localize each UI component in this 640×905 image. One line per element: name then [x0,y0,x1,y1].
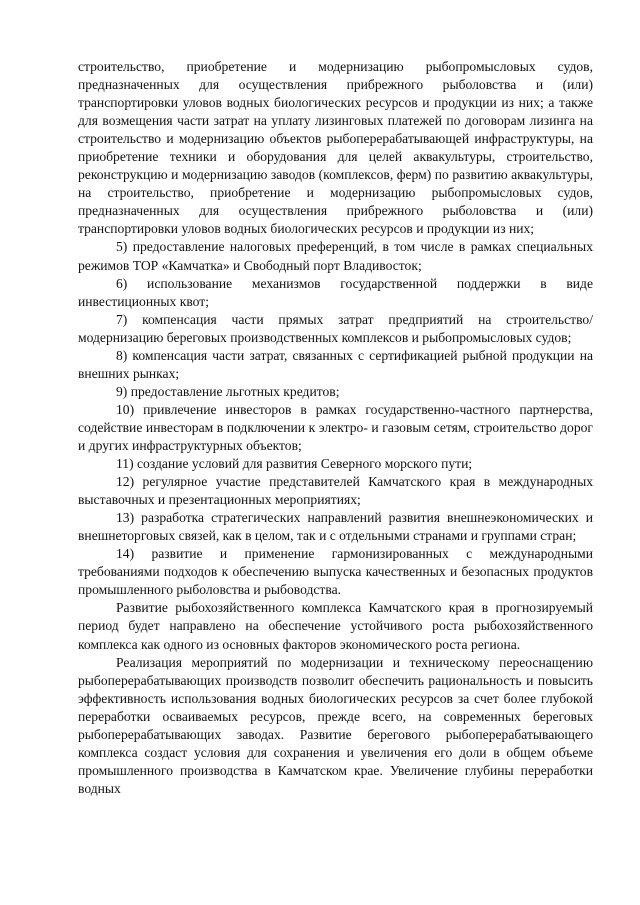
list-item-6: 6) использование механизмов государственной поддержки в виде инвестиционных квот; [78,275,593,309]
list-item-8: 8) компенсация части затрат, связанных с сертификацией рыбной продукции на внешних рынках; [78,347,593,381]
list-item-7: 7) компенсация части прямых затрат предприятий на строительство/модернизацию береговых производственных комплексов и рыбопромысловых судов; [78,311,593,345]
paragraph-continuation: строительство, приобретение и модернизацию рыбопромысловых судов, предназначенных для осуществления прибрежного рыболовства и (или) транспортировки уловов водных биологических ресурсов и продукции из них; а также для возмещения части затрат на уплату лизинговых платежей по договорам лизинга на строительство и модернизацию объектов рыбоперерабатывающей инфраструктуры, на приобретение техники и оборудования для целей аквакультуры, строительство, реконструкцию и модернизацию заводов (комплексов, ферм) по развитию аквакультуры, на строительство, приобретение и модернизацию рыбопромысловых судов, предназначенных для осуществления прибрежного рыболовства и (или) транспортировки уловов водных биологических ресурсов и продукции из них; [78,59,593,237]
list-item-14: 14) развитие и применение гармонизированных с международными требованиями подходов к обеспечению выпуска качественных и безопасных продуктов промышленного рыболовства и рыбоводства. [78,546,593,598]
list-item-11: 11) создание условий для развития Северного морского пути; [116,456,473,472]
list-item-9: 9) предоставление льготных кредитов; [116,383,340,399]
document-page [78,58,593,798]
paragraph-development: Развитие рыбохозяйственного комплекса Камчатского края в прогнозируемый период будет направлено на обеспечение устойчивого роста рыбохозяйственного комплекса как одного из основных факторов экономического роста региона. [78,600,593,652]
list-item-13: 13) разработка стратегических направлений развития внешнеэкономических и внешнеторговых связей, как в целом, так и с отдельными странами и группами стран; [78,510,593,544]
paragraph-modernization: Реализация мероприятий по модернизации и техническому переоснащению рыбоперерабатывающих производств позволит обеспечить рациональность и повысить эффективность использования водных биологических ресурсов за счет более глубокой переработки осваиваемых ресурсов, прежде всего, на современных береговых рыбоперерабатывающих заводах. Развитие берегового рыбоперерабатывающего комплекса создаст условия для сохранения и увеличения его доли в общем объеме промышленного производства в Камчатском крае. Увеличение глубины переработки водных [78,654,593,796]
list-item-12: 12) регулярное участие представителей Камчатского края в международных выставочных и презентационных мероприятиях; [78,474,593,508]
list-item-5: 5) предоставление налоговых преференций, в том числе в рамках специальных режимов ТОР «Камчатка» и Свободный порт Владивосток; [78,239,593,273]
list-item-10: 10) привлечение инвесторов в рамках государственно-частного партнерства, содействие инвесторам в подключении к электро- и газовым сетям, строительство дорог и других инфраструктурных объектов; [78,401,593,453]
